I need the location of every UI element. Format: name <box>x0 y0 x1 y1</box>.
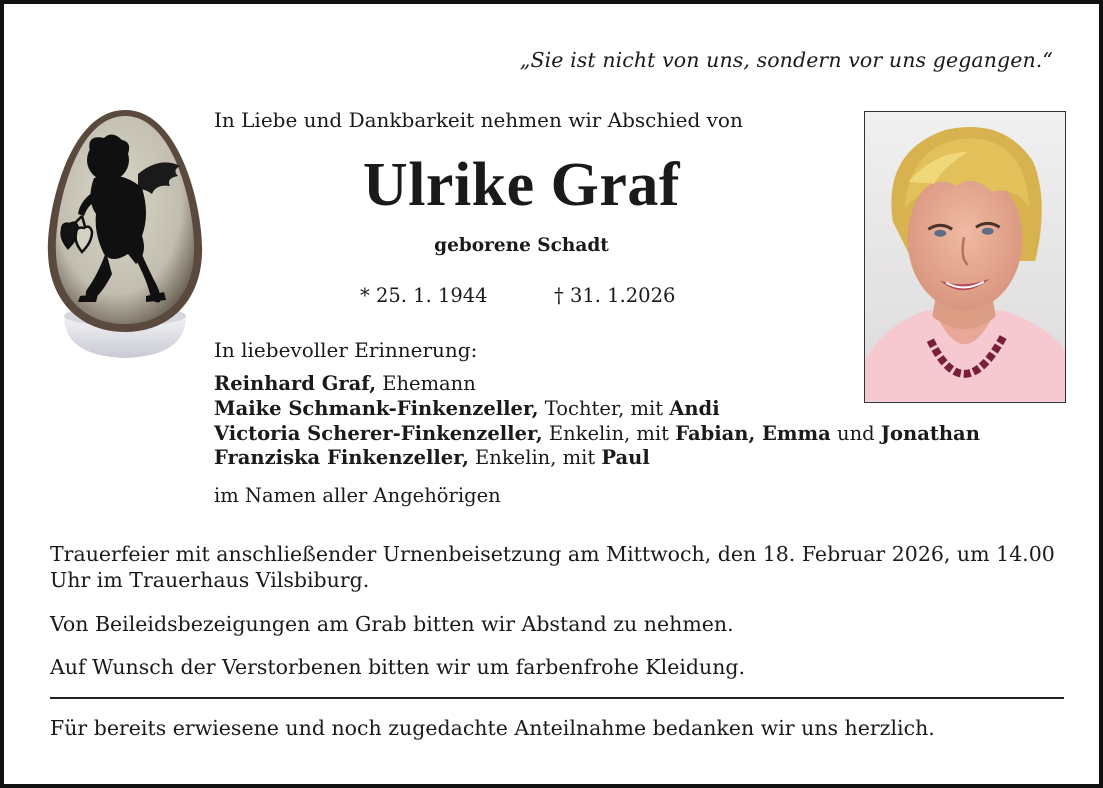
mourner-partner: Andi <box>669 396 720 420</box>
mourner-entry <box>214 422 980 447</box>
funeral-info: Trauerfeier mit anschließender Urnenbeisetzung am Mittwoch, den 18. Februar 2026, um 14.00 Uhr im Trauerhaus Vilsbiburg. <box>50 542 1055 592</box>
angel-egg-image <box>42 104 208 364</box>
mourner-relation: Tochter, mit <box>538 396 670 420</box>
mourner-partner: Jonathan <box>880 421 980 445</box>
divider <box>50 697 1064 699</box>
deceased-name: Ulrike Graf <box>362 151 681 219</box>
memory-label: In liebevoller Erinnerung: <box>214 338 478 362</box>
mourner-conjunction: und <box>830 421 881 445</box>
birth-name: geborene Schadt <box>434 235 609 256</box>
mourner-entry <box>214 397 980 422</box>
mourner-entry <box>214 372 980 397</box>
dress-code-note: Auf Wunsch der Verstorbenen bitten wir um farbenfrohe Kleidung. <box>50 655 746 679</box>
mourner-partner: Fabian, Emma <box>675 421 831 445</box>
mourners-list <box>214 372 980 471</box>
portrait-photo <box>864 111 1066 403</box>
mourner-name: Franziska Finkenzeller, <box>214 446 469 470</box>
intro-text: In Liebe und Dankbarkeit nehmen wir Abschied von <box>214 108 743 132</box>
mourner-name: Victoria Scherer-Finkenzeller, <box>214 421 543 445</box>
quote: „Sie ist nicht von uns, sondern vor uns gegangen.“ <box>519 48 1053 72</box>
condolence-note: Von Beileidsbezeigungen am Grab bitten wir Abstand zu nehmen. <box>50 612 734 636</box>
mourner-relation: Enkelin, mit <box>468 446 602 470</box>
mourner-partner: Paul <box>601 446 650 470</box>
mourner-relation: Ehemann <box>376 372 476 395</box>
mourner-name: Reinhard Graf, <box>214 372 377 395</box>
mourner-name: Maike Schmank-Finkenzeller, <box>214 396 539 420</box>
mourner-entry <box>214 446 980 471</box>
thanks-line: Für bereits erwiesene und noch zugedachte Anteilnahme bedanken wir uns herzlich. <box>50 716 935 740</box>
birth-date: * 25. 1. 1944 <box>360 284 488 307</box>
mourner-relation: Enkelin, mit <box>542 421 676 445</box>
death-date: † 31. 1.2026 <box>554 284 676 307</box>
portrait-illustration <box>865 112 1065 402</box>
closing-line: im Namen aller Angehörigen <box>214 484 501 507</box>
